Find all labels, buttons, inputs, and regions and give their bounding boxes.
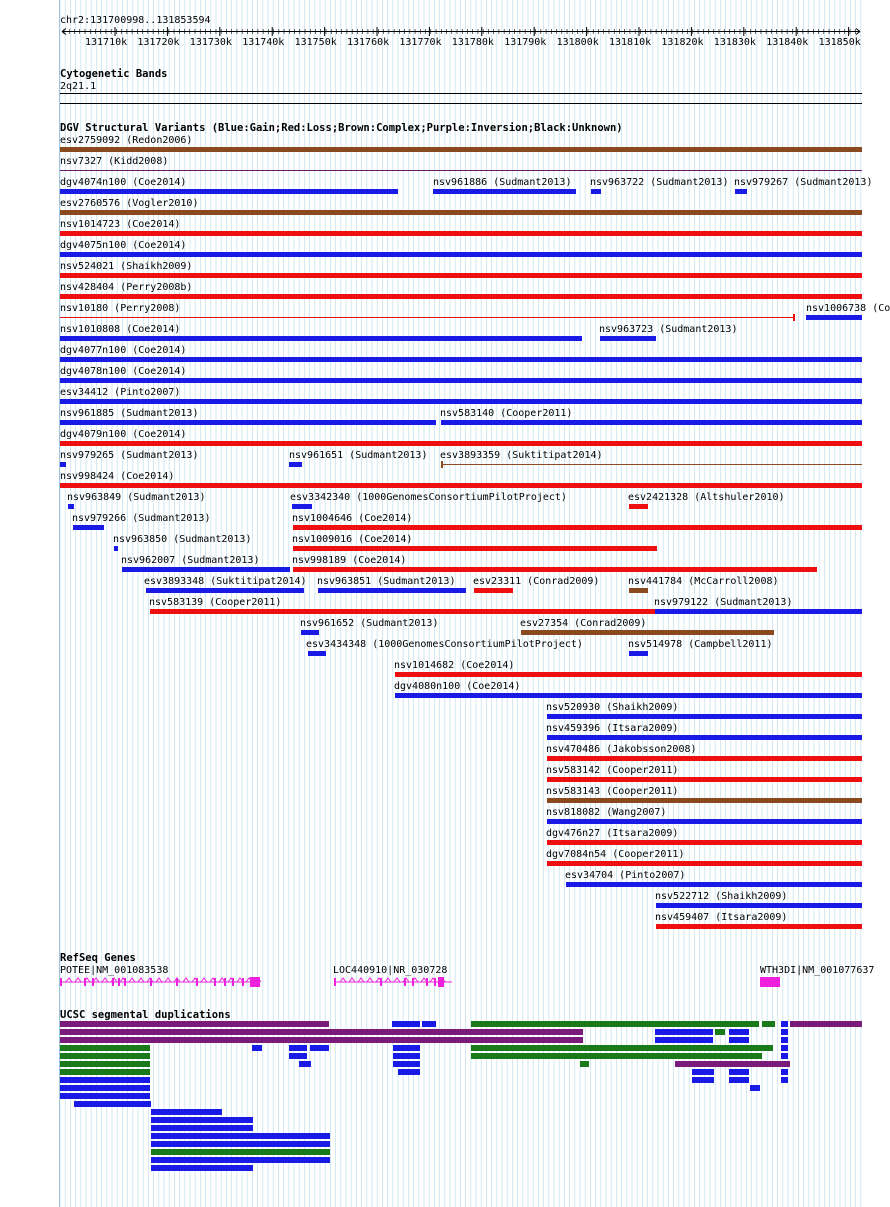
variant-bar-gain[interactable] (566, 882, 862, 887)
variant-label[interactable]: nsv818082 (Wang2007) (546, 807, 667, 818)
segdup-bar[interactable] (655, 1037, 713, 1043)
ruler-tick-label: 131840k (766, 37, 809, 48)
gene-exon[interactable] (60, 978, 62, 986)
variant-bar-loss[interactable] (547, 840, 862, 845)
gene-exon[interactable] (380, 978, 382, 986)
variant-label[interactable]: nsv979122 (Sudmant2013) (654, 597, 793, 608)
variant-bar-complex[interactable] (441, 464, 862, 465)
position-label: chr2:131700998..131853594 (60, 15, 211, 26)
variant-label[interactable]: nsv1004646 (Coe2014) (292, 513, 413, 524)
variant-label[interactable]: nsv1014723 (Coe2014) (60, 219, 181, 230)
refseq-track-title[interactable]: RefSeq Genes (60, 952, 136, 964)
segdup-bar[interactable] (781, 1069, 788, 1075)
segdup-bar[interactable] (422, 1021, 436, 1027)
gene-exon[interactable] (242, 978, 244, 986)
variant-bar-loss[interactable] (395, 672, 862, 677)
variant-label[interactable]: nsv1009016 (Coe2014) (292, 534, 413, 545)
variant-bar-loss[interactable] (60, 317, 794, 318)
refseq-gene-models[interactable] (0, 974, 890, 992)
variant-bar-gain[interactable] (301, 630, 319, 635)
segdup-bar[interactable] (289, 1053, 307, 1059)
gene-exon[interactable] (150, 978, 152, 986)
segdup-bar[interactable] (729, 1069, 749, 1075)
gene-exon[interactable] (176, 978, 178, 986)
segdup-bar[interactable] (60, 1053, 150, 1059)
ruler-tick-label: 131810k (609, 37, 652, 48)
variant-bar-gain[interactable] (60, 462, 66, 467)
ruler-tick-label: 131770k (399, 37, 442, 48)
segdup-bar[interactable] (655, 1029, 713, 1035)
gene-exon[interactable] (250, 977, 260, 987)
variant-bar-gain[interactable] (60, 336, 582, 341)
segdup-bar[interactable] (781, 1045, 788, 1051)
ruler-tick-label: 131780k (451, 37, 494, 48)
segdup-bar[interactable] (60, 1085, 150, 1091)
variant-label[interactable]: nsv459396 (Itsara2009) (546, 723, 679, 734)
variant-bar-loss[interactable] (656, 924, 862, 929)
variant-label[interactable]: esv3893348 (Suktitipat2014) (144, 576, 307, 587)
variant-label[interactable]: esv3434348 (1000GenomesConsortiumPilotProject) (306, 639, 583, 650)
variant-label[interactable]: nsv524021 (Shaikh2009) (60, 261, 193, 272)
ruler-tick-label: 131740k (242, 37, 285, 48)
variant-bar-loss[interactable] (60, 441, 862, 446)
gene-label-loc440910[interactable]: LOC440910|NR_030728 (333, 965, 448, 976)
variant-bar-loss[interactable] (60, 483, 862, 488)
variant-bar-gain[interactable] (289, 462, 302, 467)
segdup-bar[interactable] (151, 1149, 330, 1155)
variant-bar-gain[interactable] (629, 651, 648, 656)
variant-bar-loss[interactable] (293, 525, 862, 530)
variant-bar-gain[interactable] (308, 651, 326, 656)
variant-bar-loss[interactable] (547, 756, 862, 761)
variant-label[interactable]: esv2759092 (Redon2006) (60, 135, 193, 146)
variant-label[interactable]: dgv4074n100 (Coe2014) (60, 177, 187, 188)
segdup-bar[interactable] (151, 1117, 253, 1123)
variant-bar-gain[interactable] (73, 525, 104, 530)
variant-label[interactable]: nsv963722 (Sudmant2013) (590, 177, 729, 188)
variant-label[interactable]: dgv4080n100 (Coe2014) (394, 681, 521, 692)
variant-bar-gain[interactable] (735, 189, 747, 194)
variant-bar-gain[interactable] (60, 252, 862, 257)
segdup-bar[interactable] (715, 1029, 725, 1035)
variant-label[interactable]: nsv520930 (Shaikh2009) (546, 702, 679, 713)
segdup-bar[interactable] (310, 1045, 329, 1051)
gene-label-wth3di[interactable]: WTH3DI|NM_001077637 (760, 965, 875, 976)
gene-exon[interactable] (214, 978, 216, 986)
variant-label[interactable]: nsv583139 (Cooper2011) (149, 597, 282, 608)
variant-bar-loss[interactable] (60, 294, 862, 299)
ruler-tick-label: 131850k (818, 37, 861, 48)
gene-exon[interactable] (334, 978, 336, 986)
variant-label[interactable]: dgv4078n100 (Coe2014) (60, 366, 187, 377)
variant-label[interactable]: nsv583142 (Cooper2011) (546, 765, 679, 776)
variant-bar-gain[interactable] (547, 735, 862, 740)
dgv-track-title[interactable]: DGV Structural Variants (Blue:Gain;Red:Loss;Brown:Complex;Purple:Inversion;Black:Unknown) (60, 122, 623, 134)
variant-label[interactable]: nsv441784 (McCarroll2008) (628, 576, 779, 587)
variant-bar-gain[interactable] (60, 357, 862, 362)
variant-label[interactable]: nsv522712 (Shaikh2009) (655, 891, 788, 902)
segdup-bar[interactable] (392, 1021, 420, 1027)
gene-exon[interactable] (84, 978, 86, 986)
gene-label-potee[interactable]: POTEE|NM_001083538 (60, 965, 169, 976)
variant-bar-loss[interactable] (547, 861, 862, 866)
segdup-bar[interactable] (729, 1029, 749, 1035)
variant-label[interactable]: esv2421328 (Altshuler2010) (628, 492, 785, 503)
variant-bar-complex[interactable] (629, 588, 648, 593)
variant-label[interactable]: nsv583140 (Cooper2011) (440, 408, 573, 419)
variant-bar-loss[interactable] (60, 273, 862, 278)
gene-exon[interactable] (224, 978, 226, 986)
segdup-bar[interactable] (781, 1053, 788, 1059)
variant-bar-inversion[interactable] (60, 170, 862, 171)
variant-bar-gain[interactable] (655, 609, 862, 614)
variant-bar-gain[interactable] (146, 588, 304, 593)
segdup-bar[interactable] (675, 1061, 790, 1067)
variant-label[interactable]: esv34704 (Pinto2007) (565, 870, 686, 881)
variant-label[interactable]: nsv979267 (Sudmant2013) (734, 177, 873, 188)
gene-exon[interactable] (112, 978, 114, 986)
variant-bar-gain[interactable] (60, 420, 436, 425)
ruler-tick-label: 131790k (504, 37, 547, 48)
segdup-track-title[interactable]: UCSC segmental duplications (60, 1009, 231, 1021)
variant-bar-gain[interactable] (656, 903, 862, 908)
variant-label[interactable]: nsv470486 (Jakobsson2008) (546, 744, 697, 755)
segdup-bar[interactable] (74, 1101, 151, 1107)
segdup-bar[interactable] (781, 1037, 788, 1043)
segdup-bar[interactable] (692, 1069, 714, 1075)
segdup-bar[interactable] (151, 1125, 253, 1131)
segdup-bar[interactable] (781, 1021, 788, 1027)
gene-exon[interactable] (118, 978, 120, 986)
segdup-bar[interactable] (781, 1029, 788, 1035)
segdup-bar[interactable] (252, 1045, 262, 1051)
variant-label[interactable]: esv3342340 (1000GenomesConsortiumPilotProject) (290, 492, 567, 503)
variant-bar-gain[interactable] (122, 567, 290, 572)
variant-label[interactable]: dgv476n27 (Itsara2009) (546, 828, 679, 839)
variant-label[interactable]: nsv962007 (Sudmant2013) (121, 555, 260, 566)
cytoband-line-top (60, 93, 862, 94)
variant-end-tick (793, 314, 795, 321)
variant-bar-loss[interactable] (474, 588, 513, 593)
variant-bar-gain[interactable] (60, 399, 862, 404)
variant-label[interactable]: esv34412 (Pinto2007) (60, 387, 181, 398)
segdup-bar[interactable] (299, 1061, 311, 1067)
variant-label[interactable]: esv3893359 (Suktitipat2014) (440, 450, 603, 461)
segdup-bar[interactable] (151, 1141, 330, 1147)
ruler-tick-label: 131730k (189, 37, 232, 48)
gene-exon[interactable] (124, 978, 126, 986)
gene-exon[interactable] (196, 978, 198, 986)
variant-label[interactable]: dgv4075n100 (Coe2014) (60, 240, 187, 251)
variant-label[interactable]: nsv979265 (Sudmant2013) (60, 450, 199, 461)
segdup-bar[interactable] (471, 1045, 773, 1051)
variant-bar-loss[interactable] (150, 609, 661, 614)
variant-label[interactable]: nsv459407 (Itsara2009) (655, 912, 788, 923)
variant-bar-loss[interactable] (629, 504, 648, 509)
cytobands-title[interactable]: Cytogenetic Bands (60, 68, 168, 80)
variant-bar-gain[interactable] (600, 336, 656, 341)
variant-bar-gain[interactable] (547, 819, 862, 824)
variant-bar-loss[interactable] (547, 777, 862, 782)
variant-label[interactable]: esv23311 (Conrad2009) (473, 576, 600, 587)
gene-exon[interactable] (92, 978, 94, 986)
variant-bar-gain[interactable] (441, 420, 862, 425)
variant-bar-complex[interactable] (521, 630, 774, 635)
gene-exon[interactable] (412, 978, 414, 986)
variant-bar-complex[interactable] (60, 147, 862, 152)
segdup-bar[interactable] (393, 1053, 420, 1059)
segdup-bar[interactable] (762, 1021, 775, 1027)
segdup-bar[interactable] (471, 1053, 762, 1059)
segdup-bar[interactable] (151, 1133, 330, 1139)
variant-label[interactable]: nsv963851 (Sudmant2013) (317, 576, 456, 587)
gene-exon[interactable] (438, 977, 444, 987)
variant-label[interactable]: esv27354 (Conrad2009) (520, 618, 647, 629)
segdup-bar[interactable] (60, 1045, 150, 1051)
segdup-bar[interactable] (393, 1045, 420, 1051)
variant-label[interactable]: nsv7327 (Kidd2008) (60, 156, 169, 167)
variant-label[interactable]: nsv961652 (Sudmant2013) (300, 618, 439, 629)
variant-bar-gain[interactable] (591, 189, 601, 194)
segdup-bar[interactable] (60, 1029, 583, 1035)
variant-bar-loss[interactable] (293, 567, 817, 572)
variant-label[interactable]: esv2760576 (Vogler2010) (60, 198, 199, 209)
segdup-bar[interactable] (692, 1077, 714, 1083)
segdup-bar[interactable] (289, 1045, 307, 1051)
segdup-bar[interactable] (60, 1037, 583, 1043)
segdup-bar[interactable] (60, 1093, 150, 1099)
variant-bar-loss[interactable] (60, 231, 862, 236)
segdup-bar[interactable] (398, 1069, 420, 1075)
variant-bar-gain[interactable] (60, 378, 862, 383)
gene-exon[interactable] (760, 977, 780, 987)
ruler-tick-label: 131720k (137, 37, 180, 48)
variant-bar-gain[interactable] (318, 588, 466, 593)
segdup-bar[interactable] (790, 1021, 862, 1027)
segdup-bar[interactable] (750, 1085, 760, 1091)
ruler-tick-label: 131760k (347, 37, 390, 48)
variant-label[interactable]: nsv1010808 (Coe2014) (60, 324, 181, 335)
variant-label[interactable]: nsv10180 (Perry2008) (60, 303, 181, 314)
variant-bar-complex[interactable] (547, 798, 862, 803)
segdup-bar[interactable] (729, 1077, 749, 1083)
cytoband-line-bottom (60, 103, 862, 104)
gene-exon[interactable] (404, 978, 406, 986)
segdup-bar[interactable] (151, 1109, 222, 1115)
ruler-tick-label: 131710k (85, 37, 128, 48)
segdup-bar[interactable] (151, 1165, 253, 1171)
ruler-tick-label: 131830k (713, 37, 756, 48)
variant-label[interactable]: nsv963723 (Sudmant2013) (599, 324, 738, 335)
segdup-bar[interactable] (60, 1069, 150, 1075)
segdup-bar[interactable] (60, 1061, 150, 1067)
variant-label[interactable]: nsv961886 (Sudmant2013) (433, 177, 572, 188)
variant-label[interactable]: nsv514978 (Campbell2011) (628, 639, 773, 650)
ruler-tick-label: 131750k (294, 37, 337, 48)
segdup-bar[interactable] (471, 1021, 759, 1027)
variant-bar-gain[interactable] (114, 546, 118, 551)
variant-bar-gain[interactable] (395, 693, 862, 698)
variant-label[interactable]: dgv4079n100 (Coe2014) (60, 429, 187, 440)
variant-label[interactable]: nsv1006738 (Co (806, 303, 890, 314)
segdup-bar[interactable] (151, 1157, 330, 1163)
variant-label[interactable]: nsv583143 (Cooper2011) (546, 786, 679, 797)
segdup-bar[interactable] (60, 1021, 329, 1027)
gene-exon[interactable] (434, 978, 436, 986)
variant-label[interactable]: nsv979266 (Sudmant2013) (72, 513, 211, 524)
segdup-bar[interactable] (60, 1077, 150, 1083)
variant-label[interactable]: nsv963850 (Sudmant2013) (113, 534, 252, 545)
variant-bar-gain[interactable] (433, 189, 576, 194)
variant-label[interactable]: nsv963849 (Sudmant2013) (67, 492, 206, 503)
variant-label[interactable]: nsv961885 (Sudmant2013) (60, 408, 199, 419)
segdup-bar[interactable] (781, 1077, 788, 1083)
variant-bar-complex[interactable] (60, 210, 862, 215)
variant-bar-gain[interactable] (806, 315, 862, 320)
gene-exon[interactable] (232, 978, 234, 986)
cytoband-label: 2q21.1 (60, 81, 97, 92)
variant-label[interactable]: nsv1014682 (Coe2014) (394, 660, 515, 671)
variant-bar-gain[interactable] (68, 504, 74, 509)
ruler-tick-label: 131820k (661, 37, 704, 48)
gene-exon[interactable] (426, 978, 428, 986)
base-ruler[interactable] (0, 26, 890, 56)
variant-label[interactable]: nsv998189 (Coe2014) (292, 555, 407, 566)
variant-label[interactable]: dgv7084n54 (Cooper2011) (546, 849, 685, 860)
variant-label[interactable]: nsv428404 (Perry2008b) (60, 282, 193, 293)
variant-label[interactable]: nsv961651 (Sudmant2013) (289, 450, 428, 461)
variant-label[interactable]: nsv998424 (Coe2014) (60, 471, 175, 482)
variant-bar-loss[interactable] (293, 546, 657, 551)
variant-label[interactable]: dgv4077n100 (Coe2014) (60, 345, 187, 356)
variant-end-tick (441, 461, 443, 468)
segdup-bar[interactable] (729, 1037, 749, 1043)
segdup-bar[interactable] (580, 1061, 589, 1067)
ruler-tick-label: 131800k (556, 37, 599, 48)
variant-bar-gain[interactable] (547, 714, 862, 719)
variant-bar-gain[interactable] (60, 189, 398, 194)
variant-bar-gain[interactable] (292, 504, 312, 509)
segdup-bar[interactable] (393, 1061, 420, 1067)
